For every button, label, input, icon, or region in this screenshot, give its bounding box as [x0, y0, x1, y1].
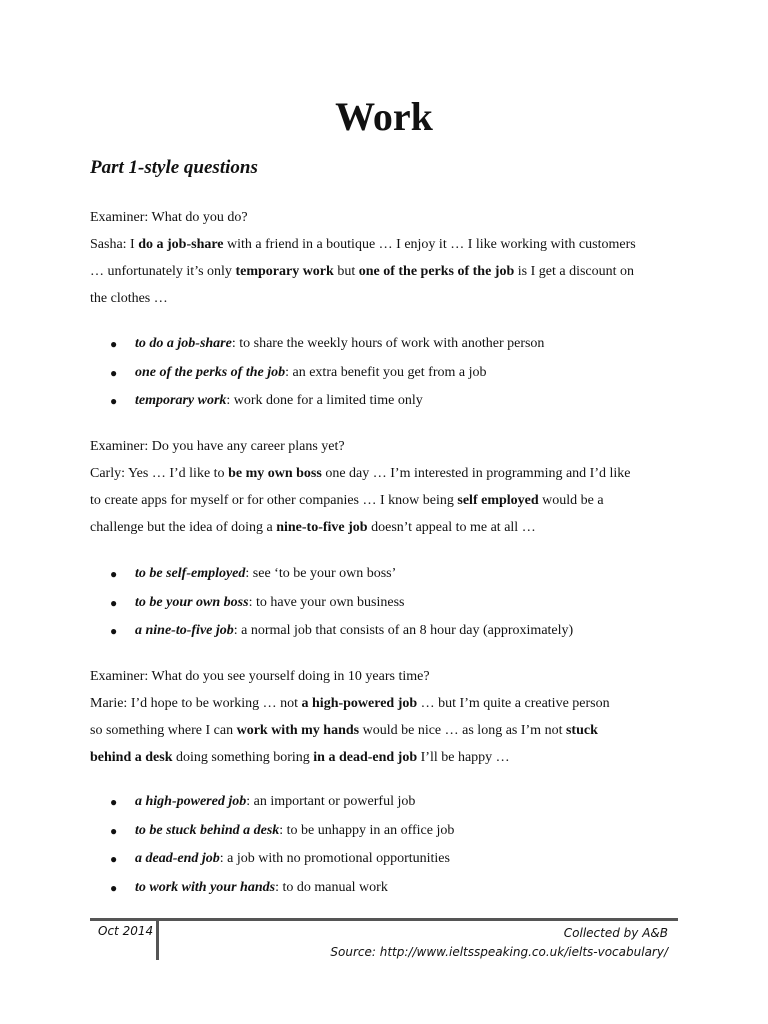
dialogue-text: would be nice … as long as I’m not: [359, 723, 566, 738]
dialogue-text: would be a: [538, 493, 604, 508]
vocab-definition: : an important or powerful job: [246, 794, 416, 809]
vocab-term: to work with your hands: [135, 879, 276, 895]
bullet-icon: ●: [110, 795, 118, 809]
dialogue-line: [90, 663, 690, 690]
vocab-item: [90, 788, 690, 817]
dialogue-text: Marie: I’d hope to be working … not: [90, 696, 302, 711]
vocab-term: to be stuck behind a desk: [135, 822, 280, 838]
vocab-definition: : to share the weekly hours of work with another person: [231, 336, 545, 351]
vocab-definition: : to be unhappy in an office job: [279, 822, 455, 838]
dialogue-line: [90, 460, 690, 487]
bullet-icon: ●: [110, 595, 118, 610]
dialogue-section-3: [90, 663, 690, 771]
dialogue-text: … unfortunately it’s only: [90, 264, 236, 279]
page-title: Work: [335, 94, 433, 139]
vocab-item: [90, 359, 690, 388]
bullet-icon: ●: [110, 823, 118, 838]
vocab-item: [90, 874, 690, 903]
vocab-term: to be your own boss: [135, 594, 249, 610]
footer-date: Oct 2014: [98, 924, 154, 938]
dialogue-line: [90, 744, 690, 771]
dialogue-block: [90, 433, 690, 541]
vocab-term: a high-powered job: [135, 794, 247, 809]
dialogue-line: [90, 285, 690, 312]
vocab-highlight: in a dead-end job: [313, 750, 418, 765]
vocab-highlight: behind a desk: [90, 750, 173, 765]
vocab-definition: : to have your own business: [248, 594, 405, 610]
dialogue-line: [90, 433, 690, 460]
footer-source: Source: http://www.ieltsspeaking.co.uk/ielts-vocabulary/: [330, 945, 668, 959]
dialogue-line: [90, 717, 690, 744]
footer-rule: [90, 918, 678, 921]
dialogue-text: so something where I can: [90, 723, 237, 738]
dialogue-text: Sasha: I: [90, 237, 139, 252]
vocab-list: [90, 560, 690, 646]
vocab-term: a nine-to-five job: [135, 623, 234, 638]
vocab-item: [90, 845, 690, 874]
dialogue-text: Examiner: What do you see yourself doing in 10 years time?: [90, 669, 430, 684]
vocab-definition: : an extra benefit you get from a job: [285, 364, 487, 380]
dialogue-line: [90, 514, 690, 541]
vocab-item: [90, 817, 690, 846]
footer-divider: [156, 920, 159, 960]
dialogue-text: doesn’t appeal to me at all …: [367, 520, 536, 535]
bullet-icon: ●: [110, 852, 118, 866]
dialogue-line: [90, 204, 690, 231]
dialogue-text: doing something boring: [172, 750, 314, 765]
dialogue-text: the clothes …: [90, 291, 168, 306]
vocab-definition: : see ‘to be your own boss’: [245, 566, 397, 581]
vocab-item: [90, 330, 690, 359]
dialogue-text: Examiner: Do you have any career plans yet?: [90, 439, 345, 454]
bullet-icon: ●: [110, 567, 118, 581]
bullet-icon: ●: [110, 337, 118, 351]
vocab-highlight: work with my hands: [236, 723, 360, 738]
vocab-item: [90, 589, 690, 618]
vocab-highlight: nine-to-five job: [276, 520, 368, 535]
dialogue-text: … but I’m quite a creative person: [417, 696, 610, 711]
footer-credits: [330, 924, 668, 962]
section-subtitle: Part 1-style questions: [90, 157, 258, 178]
dialogue-line: [90, 690, 690, 717]
vocab-item: [90, 387, 690, 416]
vocab-list: [90, 788, 690, 902]
vocab-list-3: [90, 788, 690, 902]
vocab-list-1: [90, 330, 690, 416]
vocab-highlight: self employed: [457, 493, 539, 508]
dialogue-text: one day … I’m interested in programming and I’d like: [321, 466, 631, 481]
vocab-definition: : work done for a limited time only: [226, 393, 423, 408]
vocab-definition: : a job with no promotional opportunities: [219, 851, 450, 866]
vocab-term: one of the perks of the job: [135, 364, 286, 380]
vocab-highlight: a high-powered job: [301, 696, 418, 711]
dialogue-text: is I get a discount on: [514, 264, 635, 279]
vocab-term: a dead-end job: [135, 851, 220, 866]
bullet-icon: ●: [110, 624, 118, 638]
vocab-list-2: [90, 560, 690, 646]
vocab-highlight: one of the perks of the job: [358, 264, 515, 279]
vocab-term: to be self-employed: [135, 566, 246, 581]
vocab-definition: : a normal job that consists of an 8 hour day (approximately): [233, 623, 574, 638]
dialogue-text: but: [333, 264, 359, 279]
dialogue-text: I’ll be happy …: [417, 750, 510, 765]
dialogue-text: Examiner: What do you do?: [90, 210, 248, 225]
bullet-icon: ●: [110, 394, 118, 408]
dialogue-section-2: [90, 433, 690, 541]
dialogue-block: [90, 204, 690, 312]
dialogue-text: with a friend in a boutique … I enjoy it … I like working with customers: [223, 237, 636, 252]
footer-collected: Collected by A&B: [563, 926, 668, 940]
vocab-highlight: do a job-share: [138, 237, 224, 252]
vocab-highlight: stuck: [565, 723, 598, 738]
bullet-icon: ●: [110, 365, 118, 380]
vocab-highlight: temporary work: [235, 264, 334, 279]
vocab-term: temporary work: [135, 393, 227, 408]
dialogue-line: [90, 258, 690, 285]
dialogue-section-1: [90, 204, 690, 312]
vocab-highlight: be my own boss: [228, 466, 322, 481]
vocab-definition: : to do manual work: [275, 879, 388, 895]
dialogue-text: to create apps for myself or for other companies … I know being: [90, 493, 458, 508]
vocab-term: to do a job-share: [135, 336, 232, 351]
dialogue-line: [90, 487, 690, 514]
dialogue-text: Carly: Yes … I’d like to: [90, 466, 229, 481]
dialogue-block: [90, 663, 690, 771]
vocab-item: [90, 617, 690, 646]
dialogue-text: challenge but the idea of doing a: [90, 520, 277, 535]
vocab-list: [90, 330, 690, 416]
bullet-icon: ●: [110, 880, 118, 895]
vocab-item: [90, 560, 690, 589]
dialogue-line: [90, 231, 690, 258]
